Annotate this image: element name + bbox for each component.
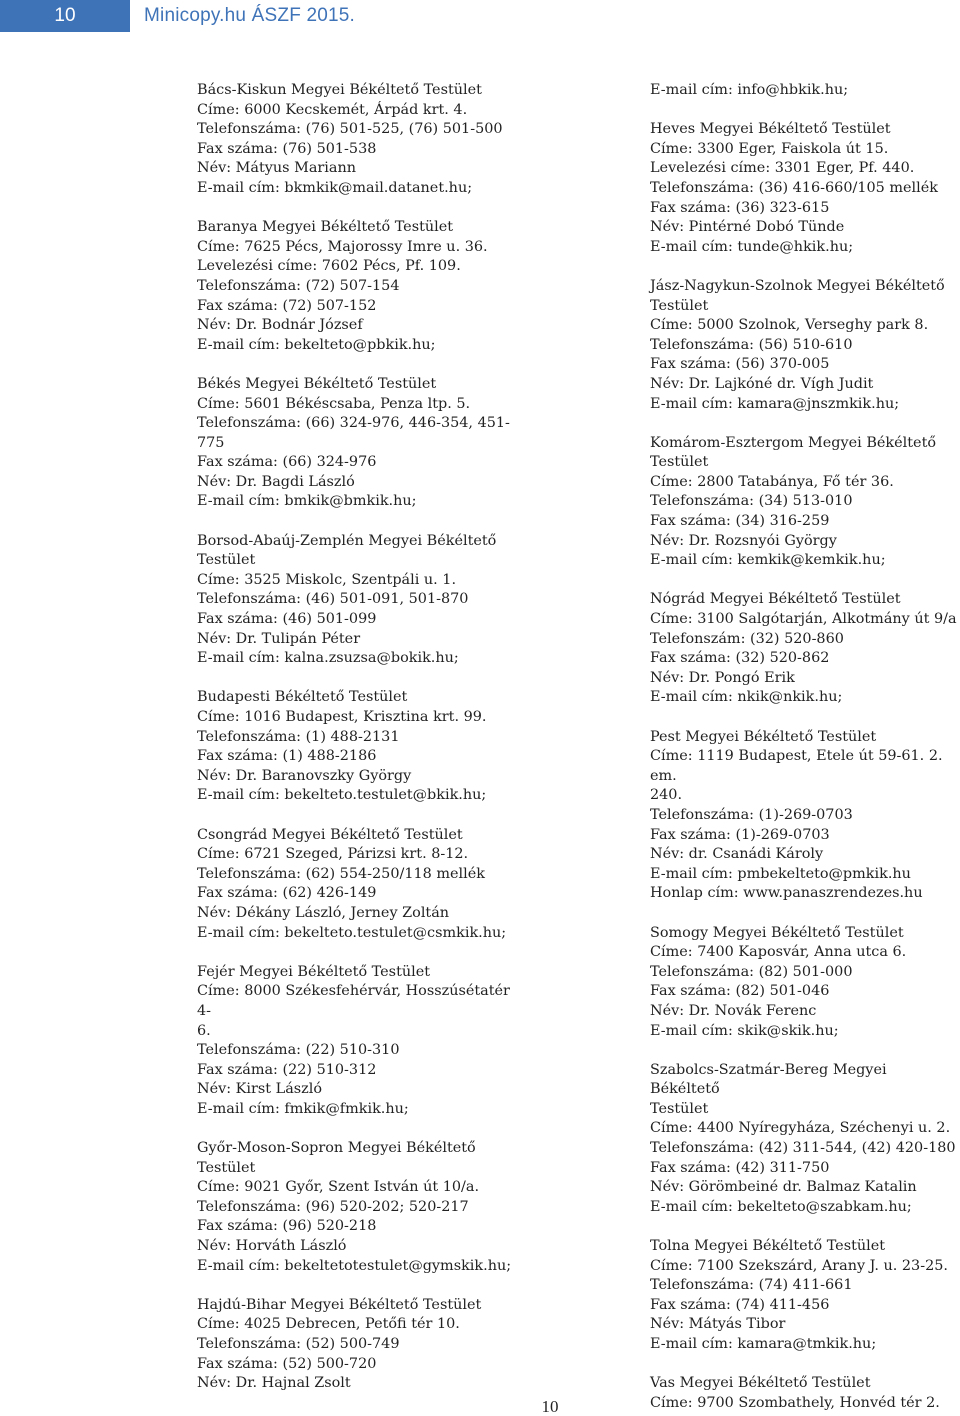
contact-entry [650,81,960,101]
contact-entry [197,826,527,944]
entry-line: Levelezési címe: 3301 Eger, Pf. 440. [650,160,915,177]
contact-entry [197,81,527,199]
entry-heading: Borsod-Abaúj-Zemplén Megyei Békéltető [197,532,497,549]
entry-line: Fax száma: (72) 507-152 [197,297,377,314]
entry-line: Fax száma: (76) 501-538 [197,140,377,157]
entry-line: Címe: 3300 Eger, Faiskola út 15. [650,140,889,157]
entry-line: E-mail cím: kamara@tmkik.hu; [650,1336,877,1352]
entry-line: Név: Dr. Lajkóné dr. Vígh Judit [650,375,874,392]
entry-line: Honlap cím: www.panaszrendezes.hu [650,885,923,902]
page-header [0,0,960,32]
entry-line: Fax száma: (66) 324-976 [197,454,377,471]
entry-line: Név: Kirst László [197,1081,323,1098]
footer-page-number: 10 [541,1397,559,1416]
entry-line: 6. [197,1022,211,1039]
entry-line: Név: Dr. Bagdi László [197,473,355,490]
entry-line: Telefonszáma: (72) 507-154 [197,277,400,294]
entry-line: Fax száma: (62) 426-149 [197,885,377,902]
entry-line: Név: Dr. Bodnár József [197,317,363,334]
entry-line: Név: Dr. Pongó Erik [650,669,795,686]
entry-line: E-mail cím: pmbekelteto@pmkik.hu [650,865,911,882]
entry-line: 775 [197,434,225,451]
entry-line: Telefonszám: (32) 520-860 [650,630,844,647]
entry-line: Fax száma: (36) 323-615 [650,199,830,216]
entry-line: Címe: 1016 Budapest, Krisztina krt. 99. [197,709,487,725]
entry-heading: Szabolcs-Szatmár-Bereg Megyei Békéltető [650,1061,892,1098]
contact-entry [650,1237,960,1355]
entry-line: Fax száma: (42) 311-750 [650,1159,830,1176]
entry-heading: Csongrád Megyei Békéltető Testület [197,826,463,843]
entry-line: Testület [197,1159,256,1176]
entry-heading: Komárom-Esztergom Megyei Békéltető [650,434,937,451]
entry-line: Címe: 9021 Győr, Szent István út 10/a. [197,1179,480,1196]
entry-line: Fax száma: (82) 501-046 [650,983,830,1000]
entry-line: Címe: 8000 Székesfehérvár, Hosszúsétatér 4- [197,983,515,1019]
entry-heading: Győr-Moson-Sopron Megyei Békéltető [197,1140,476,1157]
entry-heading: Baranya Megyei Békéltető Testület [197,219,454,236]
entry-heading: Heves Megyei Békéltető Testület [650,121,891,138]
entry-line: E-mail cím: skik@skik.hu; [650,1022,839,1039]
entry-line: Név: Görömbeiné dr. Balmaz Katalin [650,1179,917,1196]
entry-line: E-mail cím: bkmkik@mail.datanet.hu; [197,179,473,196]
entry-line: Címe: 1119 Budapest, Etele út 59-61. 2. em. [650,748,948,784]
contact-entry [197,963,527,1120]
entry-line: Telefonszáma: (22) 510-310 [197,1042,400,1059]
entry-line: E-mail cím: bekeltetotestulet@gymskik.hu; [197,1257,512,1274]
entry-line: Telefonszáma: (34) 513-010 [650,493,853,510]
entry-line: Fax száma: (96) 520-218 [197,1218,377,1235]
entry-line: E-mail cím: fmkik@fmkik.hu; [197,1100,409,1117]
entry-heading: Pest Megyei Békéltető Testület [650,728,877,745]
entry-line: E-mail cím: bmkik@bmkik.hu; [197,493,417,510]
contact-entry [650,120,960,257]
entry-line: Címe: 7400 Kaposvár, Anna utca 6. [650,944,907,961]
entry-line: Fax száma: (52) 500-720 [197,1355,377,1372]
entry-line: Név: Dr. Hajnal Zsolt [197,1375,351,1392]
entry-line: Címe: 6000 Kecskemét, Árpád krt. 4. [197,101,468,118]
entry-line: E-mail cím: kalna.zsuzsa@bokik.hu; [197,650,459,667]
page-number-badge: 10 [0,0,130,32]
entry-line: Címe: 5601 Békéscsaba, Penza ltp. 5. [197,395,471,412]
entry-heading: Tolna Megyei Békéltető Testület [650,1238,886,1255]
entry-line: E-mail cím: kemkik@kemkik.hu; [650,552,886,569]
entry-line: Telefonszáma: (76) 501-525, (76) 501-500 [197,121,503,138]
contact-entry [197,1296,527,1394]
entry-line: Testület [650,1100,709,1117]
entry-line: Fax száma: (1) 488-2186 [197,748,377,765]
entry-line: Fax száma: (32) 520-862 [650,650,830,667]
entry-line: Fax száma: (1)-269-0703 [650,826,830,843]
entry-line: Testület [650,297,709,314]
right-column [650,81,960,1416]
entry-line: Címe: 7625 Pécs, Majorossy Imre u. 36. [197,238,488,255]
entry-line: Fax száma: (56) 370-005 [650,356,830,373]
contact-entry [650,728,960,904]
entry-line: Címe: 3100 Salgótarján, Alkotmány út 9/a [650,611,957,628]
entry-line: E-mail cím: kamara@jnszmkik.hu; [650,395,900,412]
entry-line: Név: dr. Csanádi Károly [650,846,824,863]
entry-line: Fax száma: (22) 510-312 [197,1061,377,1078]
entry-line: Telefonszáma: (74) 411-661 [650,1277,853,1294]
entry-heading: Nógrád Megyei Békéltető Testület [650,591,901,608]
contact-entry [650,1061,960,1218]
entry-line: Címe: 4025 Debrecen, Petőfi tér 10. [197,1316,460,1333]
contact-entry [197,375,527,512]
entry-line: Telefonszáma: (36) 416-660/105 mellék [650,179,938,196]
entry-line: Név: Mátyus Mariann [197,160,357,177]
entry-line: Testület [197,552,256,569]
entry-line: Levelezési címe: 7602 Pécs, Pf. 109. [197,258,461,275]
entry-heading: Jász-Nagykun-Szolnok Megyei Békéltető [650,277,945,294]
entry-line: Név: Dr. Tulipán Péter [197,630,361,647]
entry-line: Címe: 7100 Szekszárd, Arany J. u. 23-25. [650,1257,948,1274]
entry-line: E-mail cím: tunde@hkik.hu; [650,238,854,255]
entry-line: E-mail cím: bekelteto.testulet@bkik.hu; [197,787,487,804]
entry-heading: Békés Megyei Békéltető Testület [197,375,437,392]
entry-line: 240. [650,787,683,804]
entry-line: Telefonszáma: (66) 324-976, 446-354, 451- [197,415,510,432]
entry-line: Név: Dr. Baranovszky György [197,767,412,784]
entry-line: E-mail cím: bekelteto.testulet@csmkik.hu; [197,924,507,941]
entry-line: Telefonszáma: (96) 520-202; 520-217 [197,1198,469,1215]
entry-line: Név: Mátyás Tibor [650,1316,786,1333]
entry-heading: Fejér Megyei Békéltető Testület [197,963,431,980]
entry-line: Címe: 6721 Szeged, Párizsi krt. 8-12. [197,846,469,863]
contact-entry [650,277,960,414]
document-title: Minicopy.hu ÁSZF 2015. [144,5,356,26]
entry-line: Telefonszáma: (62) 554-250/118 mellék [197,865,485,882]
entry-line: E-mail cím: bekelteto@pbkik.hu; [197,336,436,353]
entry-line: Telefonszáma: (46) 501-091, 501-870 [197,591,469,608]
entry-line: Testület [650,454,709,471]
entry-heading: Bács-Kiskun Megyei Békéltető Testület [197,82,482,98]
entry-line: Telefonszáma: (82) 501-000 [650,963,853,980]
entry-heading: E-mail cím: info@hbkik.hu; [650,82,849,98]
entry-line: Név: Dékány László, Jerney Zoltán [197,904,450,921]
entry-line: Címe: 4400 Nyíregyháza, Széchenyi u. 2. [650,1120,951,1137]
left-column [197,81,527,1413]
entry-line: Címe: 2800 Tatabánya, Fő tér 36. [650,473,894,490]
entry-line: Telefonszáma: (56) 510-610 [650,336,853,353]
contact-entry [197,532,527,669]
entry-line: Fax száma: (74) 411-456 [650,1296,830,1313]
entry-line: Név: Dr. Novák Ferenc [650,1002,817,1019]
contact-entry [650,590,960,708]
entry-line: Telefonszáma: (52) 500-749 [197,1336,400,1352]
entry-heading: Vas Megyei Békéltető Testület [650,1375,871,1392]
entry-heading: Budapesti Békéltető Testület [197,689,408,706]
entry-line: Fax száma: (34) 316-259 [650,513,830,530]
entry-line: Név: Dr. Rozsnyói György [650,532,837,549]
entry-line: Név: Pintérné Dobó Tünde [650,219,845,236]
entry-line: Telefonszáma: (1)-269-0703 [650,806,853,823]
entry-heading: Hajdú-Bihar Megyei Békéltető Testület [197,1296,482,1313]
contact-entry [650,434,960,571]
entry-line: E-mail cím: bekelteto@szabkam.hu; [650,1198,912,1215]
contact-entry [197,1139,527,1276]
contact-entry [650,924,960,1042]
entry-line: Telefonszáma: (1) 488-2131 [197,728,400,745]
entry-line: Telefonszáma: (42) 311-544, (42) 420-180 [650,1140,956,1157]
entry-line: Címe: 3525 Miskolc, Szentpáli u. 1. [197,571,457,588]
entry-heading: Somogy Megyei Békéltető Testület [650,924,904,941]
entry-line: Címe: 5000 Szolnok, Verseghy park 8. [650,317,929,334]
entry-line: E-mail cím: nkik@nkik.hu; [650,689,843,706]
entry-line: Címe: 9700 Szombathely, Honvéd tér 2. [650,1394,940,1411]
contact-entry [197,688,527,806]
contact-entry [197,218,527,355]
entry-line: Név: Horváth László [197,1238,347,1255]
entry-line: Fax száma: (46) 501-099 [197,611,377,628]
